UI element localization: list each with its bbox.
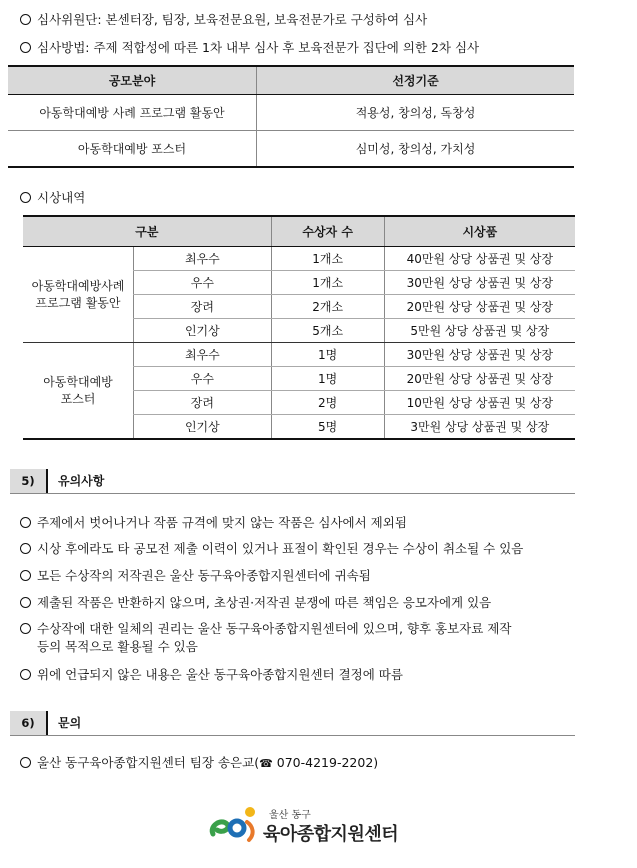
- section-title: 문의: [58, 716, 82, 730]
- award-count: 2명: [271, 391, 384, 415]
- intro-method: 심사방법: 주제 적합성에 따른 1차 내부 심사 후 보육전문가 집단에 의한 2차 심사: [20, 38, 479, 56]
- note-item: 수상작에 대한 일체의 권리는 울산 동구육아종합지원센터에 있으며, 향후 홍보자료 제작: [20, 619, 511, 637]
- awards-header-count: 수상자 수: [271, 216, 384, 247]
- award-prize: 30만원 상당 상품권 및 상장: [384, 271, 575, 295]
- award-count: 5개소: [271, 319, 384, 343]
- criteria-cell: 적용성, 창의성, 독창성: [257, 95, 575, 131]
- awards-header-category: 구분: [23, 216, 271, 247]
- criteria-cell: 아동학대예방 포스터: [8, 131, 257, 168]
- logo-subtitle: 울산 동구: [269, 810, 311, 821]
- circle-bullet-icon: [20, 597, 31, 608]
- intro-judges: 심사위원단: 본센터장, 팀장, 보육전문요원, 보육전문가로 구성하여 심사: [20, 10, 427, 28]
- criteria-table: [8, 65, 574, 168]
- award-rank: 우수: [134, 367, 272, 391]
- criteria-header-standard: 선정기준: [257, 66, 575, 95]
- criteria-header-field: 공모분야: [8, 66, 257, 95]
- section-title: 유의사항: [58, 474, 105, 488]
- award-rank: 최우수: [134, 247, 272, 271]
- award-count: 2개소: [271, 295, 384, 319]
- award-rank: 우수: [134, 271, 272, 295]
- table-row: [8, 131, 574, 168]
- section-notes-header: [10, 469, 575, 494]
- phone-icon: ☎: [259, 757, 273, 770]
- criteria-cell: 아동학대예방 사례 프로그램 활동안: [8, 95, 257, 131]
- note-item: 위에 언급되지 않은 내용은 울산 동구육아종합지원센터 결정에 따름: [20, 665, 403, 683]
- note-item: 모든 수상작의 저작권은 울산 동구육아종합지원센터에 귀속됨: [20, 566, 371, 584]
- award-group-name: 아동학대예방사례 프로그램 활동안: [23, 247, 134, 343]
- award-count: 5명: [271, 415, 384, 440]
- criteria-cell: 심미성, 창의성, 가치성: [257, 131, 575, 168]
- note-item: 시상 후에라도 타 공모전 제출 이력이 있거나 표절이 확인된 경우는 수상이 취소될 수 있음: [20, 539, 523, 557]
- award-rank: 장려: [134, 391, 272, 415]
- logo-mark-icon: [207, 800, 267, 850]
- award-count: 1명: [271, 367, 384, 391]
- circle-bullet-icon: [20, 543, 31, 554]
- circle-bullet-icon: [20, 757, 31, 768]
- circle-bullet-icon: [20, 517, 31, 528]
- award-rank: 최우수: [134, 343, 272, 367]
- awards-header-prize: 시상품: [384, 216, 575, 247]
- award-group-name: 아동학대예방 포스터: [23, 343, 134, 440]
- note-item: 주제에서 벗어나거나 작품 규격에 맞지 않는 작품은 심사에서 제외됨: [20, 513, 407, 531]
- circle-bullet-icon: [20, 192, 31, 203]
- award-count: 1명: [271, 343, 384, 367]
- award-rank: 인기상: [134, 319, 272, 343]
- awards-table: [23, 215, 575, 440]
- note-item: 제출된 작품은 반환하지 않으며, 초상권·저작권 분쟁에 따른 책임은 응모자에게 있음: [20, 593, 491, 611]
- award-count: 1개소: [271, 247, 384, 271]
- award-rank: 장려: [134, 295, 272, 319]
- table-row: [8, 95, 574, 131]
- table-row: [23, 247, 575, 271]
- award-prize: 10만원 상당 상품권 및 상장: [384, 391, 575, 415]
- award-prize: 20만원 상당 상품권 및 상장: [384, 295, 575, 319]
- circle-bullet-icon: [20, 42, 31, 53]
- table-row: [23, 343, 575, 367]
- section-number: 5): [10, 469, 48, 493]
- award-prize: 30만원 상당 상품권 및 상장: [384, 343, 575, 367]
- award-prize: 5만원 상당 상품권 및 상장: [384, 319, 575, 343]
- note-item-continued: 등의 목적으로 활용될 수 있음: [37, 639, 198, 654]
- contact-line: 울산 동구육아종합지원센터 팀장 송은교(☎ 070-4219-2202): [20, 753, 378, 771]
- circle-bullet-icon: [20, 623, 31, 634]
- award-rank: 인기상: [134, 415, 272, 440]
- circle-bullet-icon: [20, 570, 31, 581]
- circle-bullet-icon: [20, 14, 31, 25]
- award-prize: 40만원 상당 상품권 및 상장: [384, 247, 575, 271]
- awards-title: 시상내역: [20, 188, 85, 206]
- award-prize: 3만원 상당 상품권 및 상장: [384, 415, 575, 440]
- center-logo: [207, 800, 407, 850]
- circle-bullet-icon: [20, 669, 31, 680]
- award-prize: 20만원 상당 상품권 및 상장: [384, 367, 575, 391]
- logo-title: 육아종합지원센터: [263, 824, 399, 845]
- section-number: 6): [10, 711, 48, 735]
- award-count: 1개소: [271, 271, 384, 295]
- section-contact-header: [10, 711, 575, 736]
